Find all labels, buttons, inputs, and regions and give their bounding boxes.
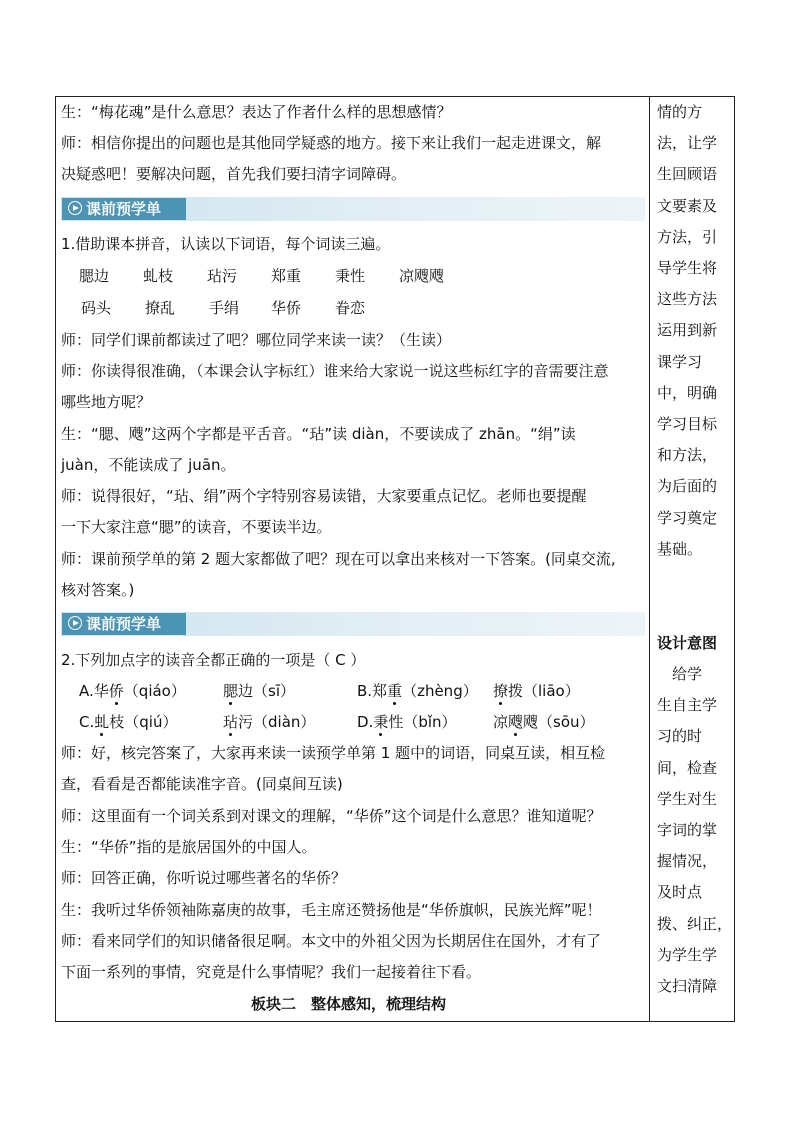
design-intent-line: 握情况， (657, 852, 718, 871)
option-pinyin: （qiáo） (123, 682, 186, 700)
dialogue-line: 核对答案。) (61, 581, 135, 599)
option-prefix: B.郑 (357, 682, 388, 700)
design-intent-line: 拨、纠正， (657, 914, 733, 933)
option-pinyin: 枝（qiú） (109, 713, 178, 731)
design-note-line: 法，让学 (657, 134, 718, 153)
vocab-word: 凉飕飕 (399, 267, 445, 285)
dotted-character: 虬 (94, 713, 110, 731)
design-note-line: 生回顾语 (657, 165, 718, 184)
dotted-character: 玷 (223, 713, 239, 731)
design-intent-line: 文扫清障 (657, 977, 718, 995)
pre-study-banner (61, 197, 645, 221)
dialogue-line: 生：“梅花魂”是什么意思？表达了作者什么样的思想感情？ (61, 103, 452, 121)
banner-tag (62, 613, 186, 635)
option-pinyin: 飕（sōu） (523, 713, 595, 731)
dialogue-line: 师：你读得很准确，（本课会认字标红）谁来给大家说一说这些标红字的音需要注意 (61, 362, 609, 380)
dialogue-line: 师：相信你提出的问题也是其他同学疑惑的地方。接下来让我们一起走进课文，解 (61, 134, 602, 152)
dialogue-line: 生：“腮、飕”这两个字都是平舌音。“玷”读 diàn，不要读成了 zhān。“绢”读 (61, 425, 576, 443)
answer-option (79, 681, 186, 701)
option-pinyin: 性（bǐn） (388, 713, 457, 731)
play-icon (68, 616, 82, 630)
dialogue-line: 师：好，核完答案了，大家再来读一读预学单第 1 题中的词语，同桌互读，相互检 (61, 744, 606, 762)
answer-option (357, 712, 457, 732)
vocab-word: 码头 (81, 299, 112, 317)
option-pinyin: 边（sī） (238, 682, 295, 700)
design-note-line: 运用到新 (657, 321, 718, 340)
design-note-line: 和方法， (657, 446, 718, 465)
banner-tag (62, 198, 186, 220)
main-column (61, 97, 645, 1021)
dotted-character: 腮 (223, 682, 239, 700)
answer-option (223, 681, 295, 701)
design-intent-line: 习的时 (657, 727, 703, 746)
dotted-character: 飕 (508, 713, 524, 731)
vocab-word: 虬枝 (143, 267, 174, 285)
answer-option (493, 681, 580, 701)
dialogue-line: 师：这里面有一个词关系到对课文的理解，“华侨”这个词是什么意思？谁知道呢？ (61, 807, 602, 825)
answer-option (79, 712, 177, 732)
dialogue-line: 下面一系列的事情，究竟是什么事情呢？我们一起接着往下看。 (61, 963, 482, 981)
design-note-line: 导学生将 (657, 259, 718, 277)
vocab-word: 眷恋 (335, 299, 366, 317)
option-prefix: A.华 (79, 682, 109, 700)
answer-option (493, 712, 595, 732)
pre-study-banner (61, 612, 645, 636)
banner-label: 课前预学单 (86, 200, 162, 218)
design-note-line: 学习目标 (657, 415, 718, 433)
option-prefix: D. (357, 713, 374, 731)
answer-option (223, 712, 315, 732)
dialogue-line: 生：“华侨”指的是旅居国外的中国人。 (61, 838, 317, 856)
design-intent-heading: 设计意图 (657, 634, 718, 652)
column-divider (649, 97, 650, 1021)
vocab-word: 郑重 (271, 267, 302, 285)
dialogue-line: 查，看看是否都能读准字音。(同桌间互读) (61, 775, 343, 793)
design-note-line: 中，明确 (657, 383, 718, 402)
design-intent-line: 给学 (657, 665, 703, 683)
vocab-word: 玷污 (207, 267, 238, 285)
design-note-line: 为后面的 (657, 477, 718, 496)
dialogue-line: 师：课前预学单的第 2 题大家都做了吧？现在可以拿出来核对一下答案。(同桌交流, (61, 550, 616, 568)
design-intent-line: 为学生学 (657, 945, 718, 964)
design-note-line: 方法，引 (657, 227, 718, 246)
dotted-character: 秉 (373, 713, 389, 731)
design-note-line: 这些方法 (657, 290, 718, 309)
design-note-line: 学习奠定 (657, 508, 718, 527)
design-intent-line: 间，检查 (657, 758, 718, 777)
dotted-character: 重 (387, 682, 403, 700)
dialogue-line: 2.下列加点字的读音全都正确的一项是（ C ） (61, 651, 366, 669)
option-pinyin: 污（diàn） (238, 713, 316, 731)
option-pinyin: （zhèng） (402, 682, 478, 700)
dotted-character: 侨 (108, 682, 124, 700)
design-note-line: 情的方 (657, 103, 703, 121)
vocab-word: 手绢 (209, 299, 240, 317)
dialogue-line: juàn，不能读成了 juān。 (61, 456, 236, 474)
dialogue-line: 1.借助课本拼音，认读以下词语，每个词读三遍。 (61, 235, 391, 253)
design-intent-line: 生自主学 (657, 696, 718, 715)
option-pinyin: 拨（liāo） (508, 682, 580, 700)
dialogue-line: 师：回答正确，你听说过哪些著名的华侨？ (61, 869, 347, 887)
dialogue-line: 师：看来同学们的知识储备很足啊。本文中的外祖父因为长期居住在国外，才有了 (61, 932, 602, 950)
answer-option (357, 681, 478, 701)
design-intent-line: 学生对生 (657, 789, 718, 808)
dialogue-line: 决疑惑吧！要解决问题，首先我们要扫清字词障碍。 (61, 165, 407, 183)
lesson-table (55, 96, 735, 1022)
dialogue-line: 哪些地方呢？ (61, 393, 152, 411)
dialogue-line: 生：我听过华侨领袖陈嘉庚的故事，毛主席还赞扬他是“华侨旗帜，民族光辉”呢！ (61, 901, 602, 919)
side-column (657, 97, 733, 1021)
design-note-line: 基础。 (657, 539, 703, 558)
option-prefix: 凉 (493, 713, 509, 731)
dialogue-line: 师：说得很好，“玷、绢”两个字特别容易读错，大家要重点记忆。老师也要提醒 (61, 487, 587, 505)
design-intent-line: 字词的掌 (657, 821, 718, 839)
play-icon (68, 201, 82, 215)
dialogue-line: 一下大家注意“腮”的读音，不要读半边。 (61, 518, 332, 536)
dialogue-line: 师：同学们课前都读过了吧？哪位同学来读一读？（生读） (61, 331, 452, 349)
section-title: 板块二 整体感知，梳理结构 (251, 995, 447, 1013)
design-intent-line: 及时点 (657, 883, 703, 902)
design-note-line: 文要素及 (657, 196, 718, 215)
vocab-word: 秉性 (335, 267, 366, 285)
vocab-word: 撩乱 (145, 299, 176, 317)
vocab-word: 华侨 (271, 299, 302, 317)
option-prefix: C. (79, 713, 95, 731)
design-note-line: 课学习 (657, 352, 703, 371)
vocab-word: 腮边 (79, 267, 110, 285)
dotted-character: 撩 (493, 682, 509, 700)
banner-label: 课前预学单 (86, 615, 162, 633)
